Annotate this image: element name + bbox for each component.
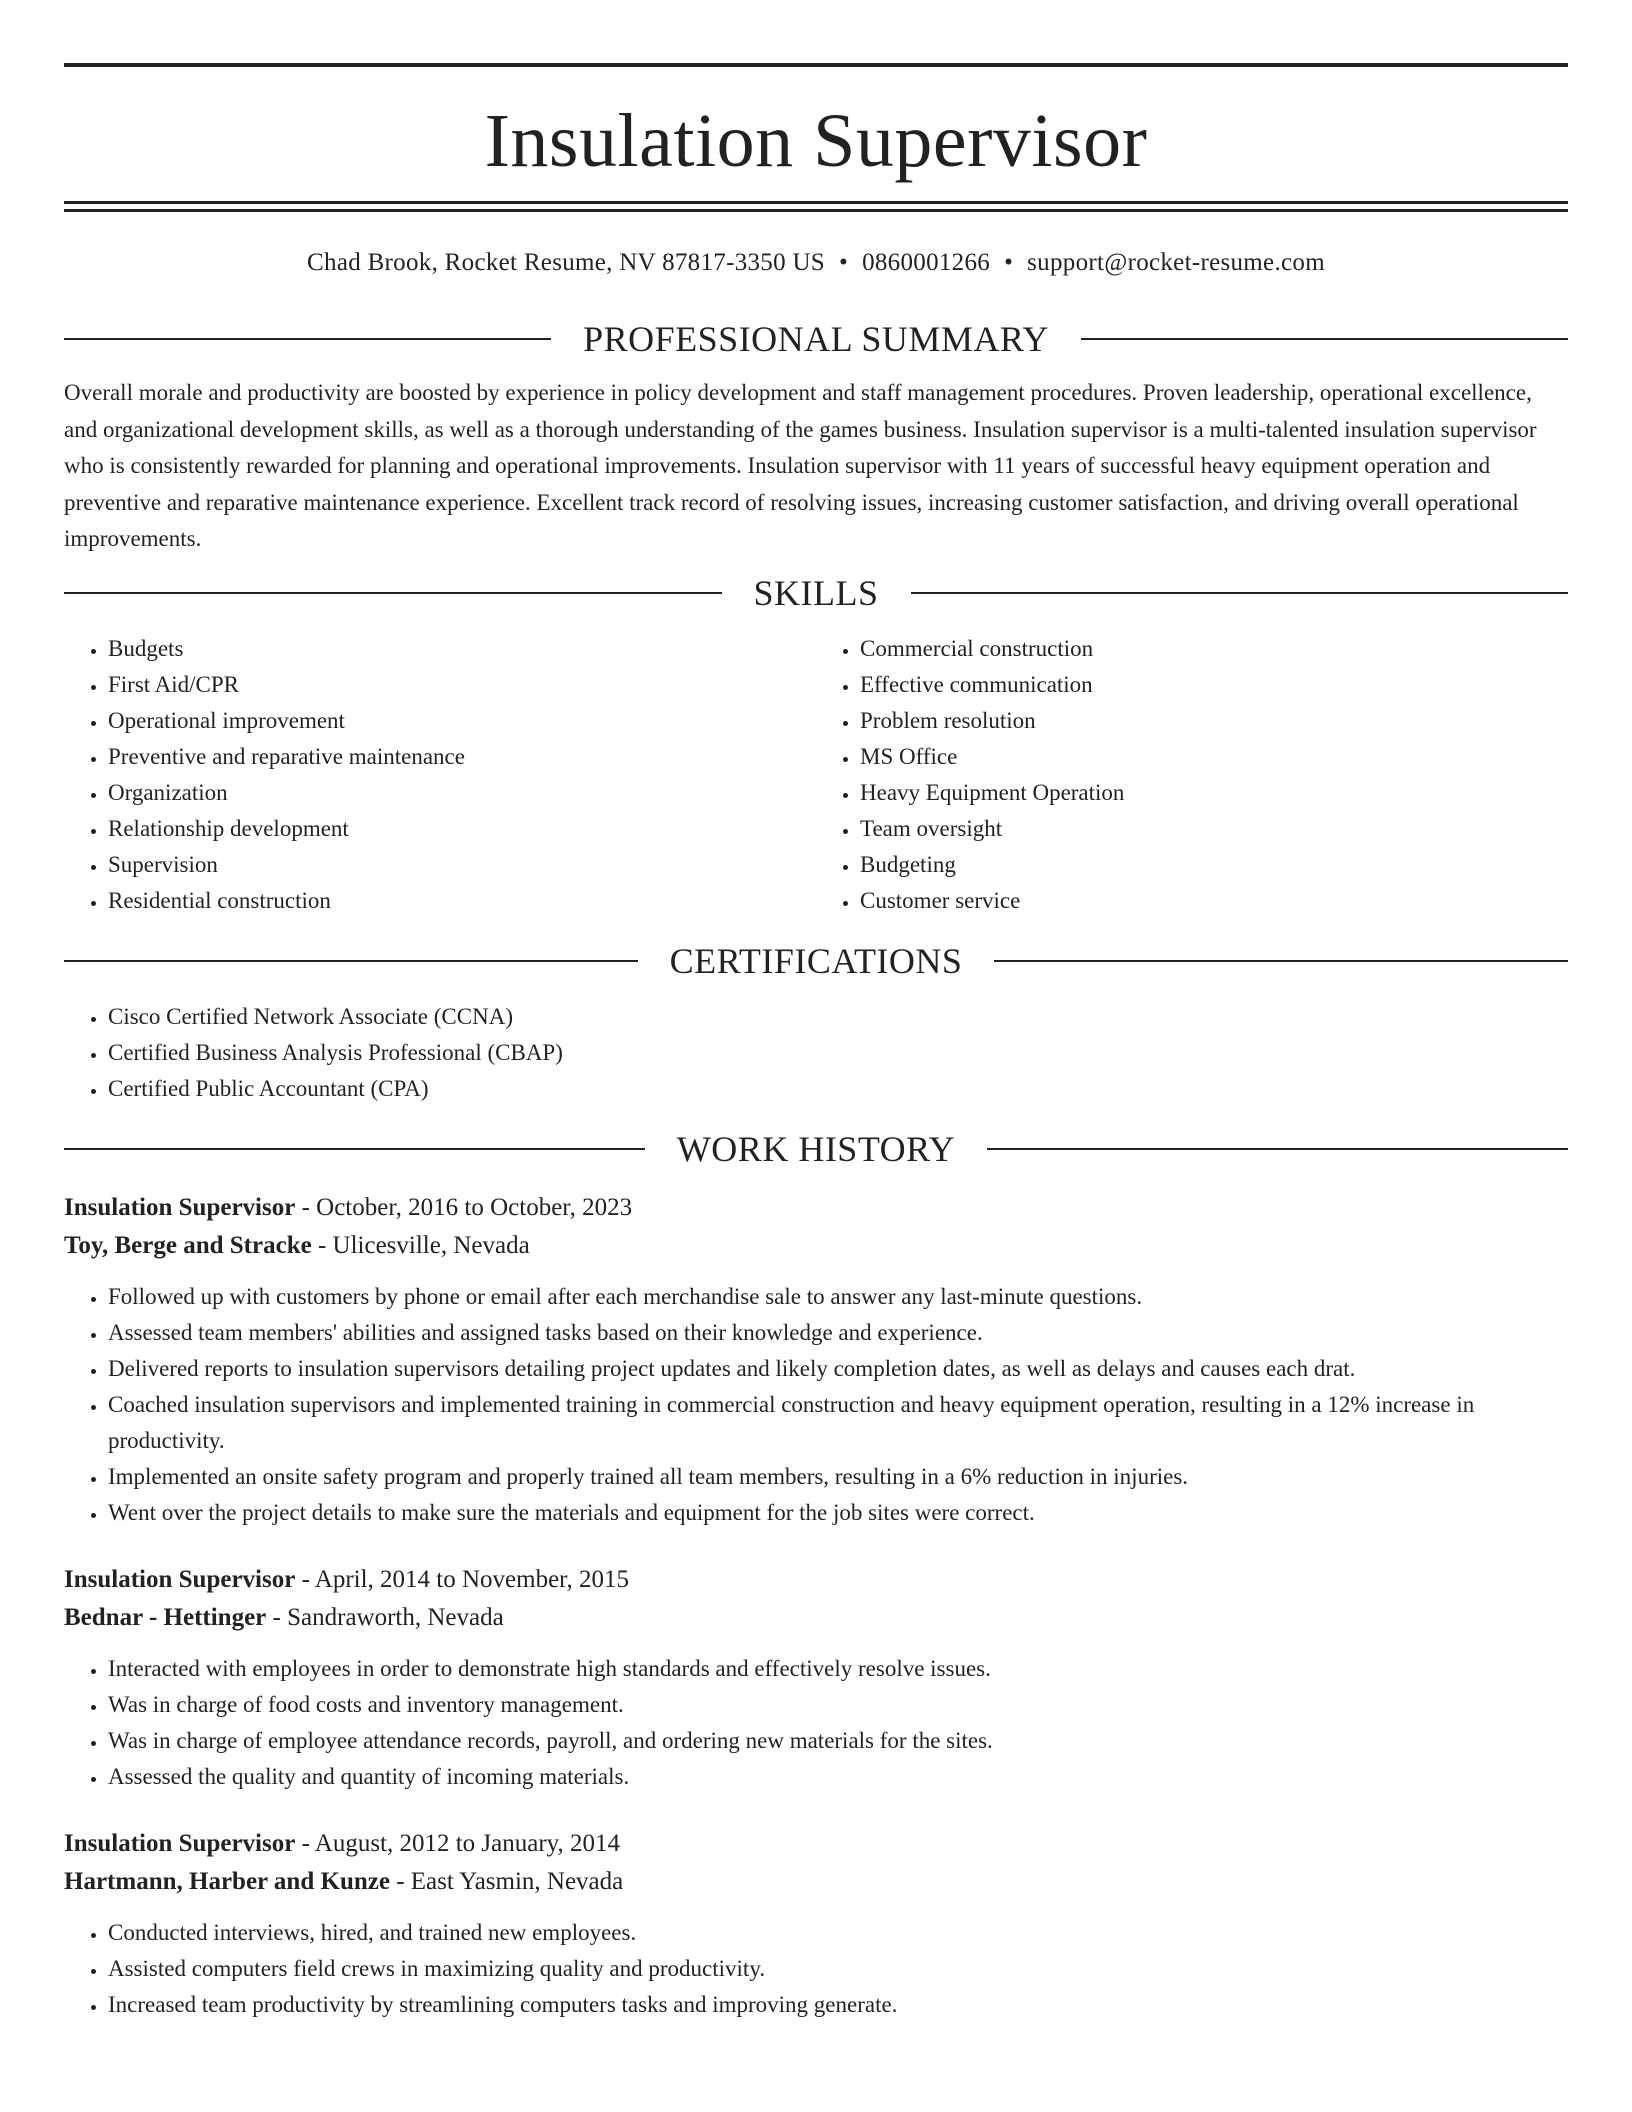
job-company-line (64, 1227, 1568, 1265)
skill-item: • Commercial construction (860, 631, 1568, 667)
certifications-heading-label: CERTIFICATIONS (669, 940, 963, 981)
skill-item: • Relationship development (108, 811, 816, 847)
job-title-line (64, 1189, 1568, 1227)
resume-page (64, 0, 1568, 2023)
certification-item: • Certified Business Analysis Professional (CBAP) (108, 1035, 1568, 1071)
resume-title: Insulation Supervisor (484, 99, 1148, 183)
skill-item: • Heavy Equipment Operation (860, 775, 1568, 811)
job-bullet: • Went over the project details to make sure the materials and equipment for the job sites were correct. (108, 1495, 1568, 1531)
skills-heading-label: SKILLS (753, 572, 879, 613)
contact-line (64, 248, 1568, 278)
job-bullet: • Coached insulation supervisors and implemented training in commercial construction and heavy equipment operation, resulting in a 12% increase in productivity. (108, 1387, 1568, 1459)
certifications-heading (64, 941, 1568, 981)
skill-item: • Organization (108, 775, 816, 811)
job-bullet: • Assessed team members' abilities and assigned tasks based on their knowledge and experience. (108, 1315, 1568, 1351)
job-title: Insulation Supervisor (64, 1829, 296, 1857)
certification-item: • Certified Public Accountant (CPA) (108, 1071, 1568, 1107)
job-title-line (64, 1561, 1568, 1599)
job-bullet: • Delivered reports to insulation supervisors detailing project updates and likely completion dates, as well as delays and causes each drat. (108, 1351, 1568, 1387)
skills-columns (64, 631, 1568, 919)
contact-separator: • (839, 249, 849, 276)
summary-heading (64, 319, 1568, 359)
heading-rule (64, 1148, 645, 1150)
job-dates: - April, 2014 to November, 2015 (295, 1565, 629, 1593)
job-title: Insulation Supervisor (64, 1193, 296, 1221)
job-entry (64, 1561, 1568, 1795)
job-dates: - August, 2012 to January, 2014 (295, 1829, 621, 1857)
title-double-rule (64, 201, 1568, 212)
job-bullet: • Followed up with customers by phone or email after each merchandise sale to answer any last-minute questions. (108, 1279, 1568, 1315)
job-company-line (64, 1863, 1568, 1901)
contact-address: Chad Brook, Rocket Resume, NV 87817-3350 US (307, 249, 826, 276)
heading-rule (64, 960, 638, 962)
heading-rule (64, 592, 722, 594)
work-heading-label: WORK HISTORY (676, 1128, 956, 1169)
skill-item: • Preventive and reparative maintenance (108, 739, 816, 775)
skill-item: • Budgeting (860, 847, 1568, 883)
job-title-line (64, 1825, 1568, 1863)
contact-separator: • (1004, 249, 1014, 276)
job-bullet: • Implemented an onsite safety program and properly trained all team members, resulting in a 6% reduction in injuries. (108, 1459, 1568, 1495)
heading-rule (987, 1148, 1568, 1150)
skills-heading (64, 573, 1568, 613)
job-location: - Ulicesville, Nevada (311, 1231, 530, 1259)
job-bullets (64, 1279, 1568, 1531)
job-location: - East Yasmin, Nevada (389, 1867, 624, 1895)
job-company: Hartmann, Harber and Kunze (64, 1867, 390, 1895)
heading-rule (994, 960, 1568, 962)
summary-heading-label: PROFESSIONAL SUMMARY (583, 319, 1049, 359)
job-entry (64, 1825, 1568, 2023)
skill-item: • Effective communication (860, 667, 1568, 703)
heading-rule (911, 592, 1569, 594)
certifications-list (64, 999, 1568, 1107)
job-bullet: • Was in charge of food costs and inventory management. (108, 1687, 1568, 1723)
skill-item: • Problem resolution (860, 703, 1568, 739)
work-heading (64, 1129, 1568, 1169)
skill-item: • Team oversight (860, 811, 1568, 847)
heading-rule (64, 338, 551, 340)
job-dates: - October, 2016 to October, 2023 (295, 1193, 633, 1221)
contact-phone[interactable]: 0860001266 (862, 249, 991, 276)
skill-item: • Residential construction (108, 883, 816, 919)
contact-email[interactable]: support@rocket-resume.com (1027, 249, 1325, 276)
job-entry (64, 1189, 1568, 1531)
job-bullets (64, 1651, 1568, 1795)
skills-list-right (816, 631, 1568, 919)
job-bullet: • Was in charge of employee attendance records, payroll, and ordering new materials for the sites. (108, 1723, 1568, 1759)
job-bullet: • Assessed the quality and quantity of incoming materials. (108, 1759, 1568, 1795)
job-bullet: • Increased team productivity by streamlining computers tasks and improving generate. (108, 1987, 1568, 2023)
skill-item: • Operational improvement (108, 703, 816, 739)
heading-rule (1081, 338, 1568, 340)
skill-item: • Customer service (860, 883, 1568, 919)
job-company: Toy, Berge and Stracke (64, 1231, 312, 1259)
job-company-line (64, 1599, 1568, 1637)
professional-summary: Overall morale and productivity are boosted by experience in policy development and staff management procedures. Proven leadership, operational excellence, and organizational development skills, as well as a thorough understanding of the games business. Insulation supervisor is a multi-talented insulation supervisor who is consistently rewarded for planning and operational improvements. Insulation supervisor with 11 years of successful heavy equipment operation and preventive and reparative maintenance experience. Excellent track record of resolving issues, increasing customer satisfaction, and driving overall operational improvements. (64, 380, 1537, 551)
job-bullet: • Assisted computers field crews in maximizing quality and productivity. (108, 1951, 1568, 1987)
title-block (64, 63, 1568, 212)
skills-list-left (64, 631, 816, 919)
job-bullet: • Conducted interviews, hired, and trained new employees. (108, 1915, 1568, 1951)
skill-item: • Budgets (108, 631, 816, 667)
work-history (64, 1189, 1568, 2023)
job-title: Insulation Supervisor (64, 1565, 296, 1593)
job-location: - Sandraworth, Nevada (266, 1603, 504, 1631)
certification-item: • Cisco Certified Network Associate (CCNA) (108, 999, 1568, 1035)
job-company: Bednar - Hettinger (64, 1603, 267, 1631)
skill-item: • MS Office (860, 739, 1568, 775)
skill-item: • First Aid/CPR (108, 667, 816, 703)
job-bullets (64, 1915, 1568, 2023)
skill-item: • Supervision (108, 847, 816, 883)
job-bullet: • Interacted with employees in order to demonstrate high standards and effectively resolve issues. (108, 1651, 1568, 1687)
